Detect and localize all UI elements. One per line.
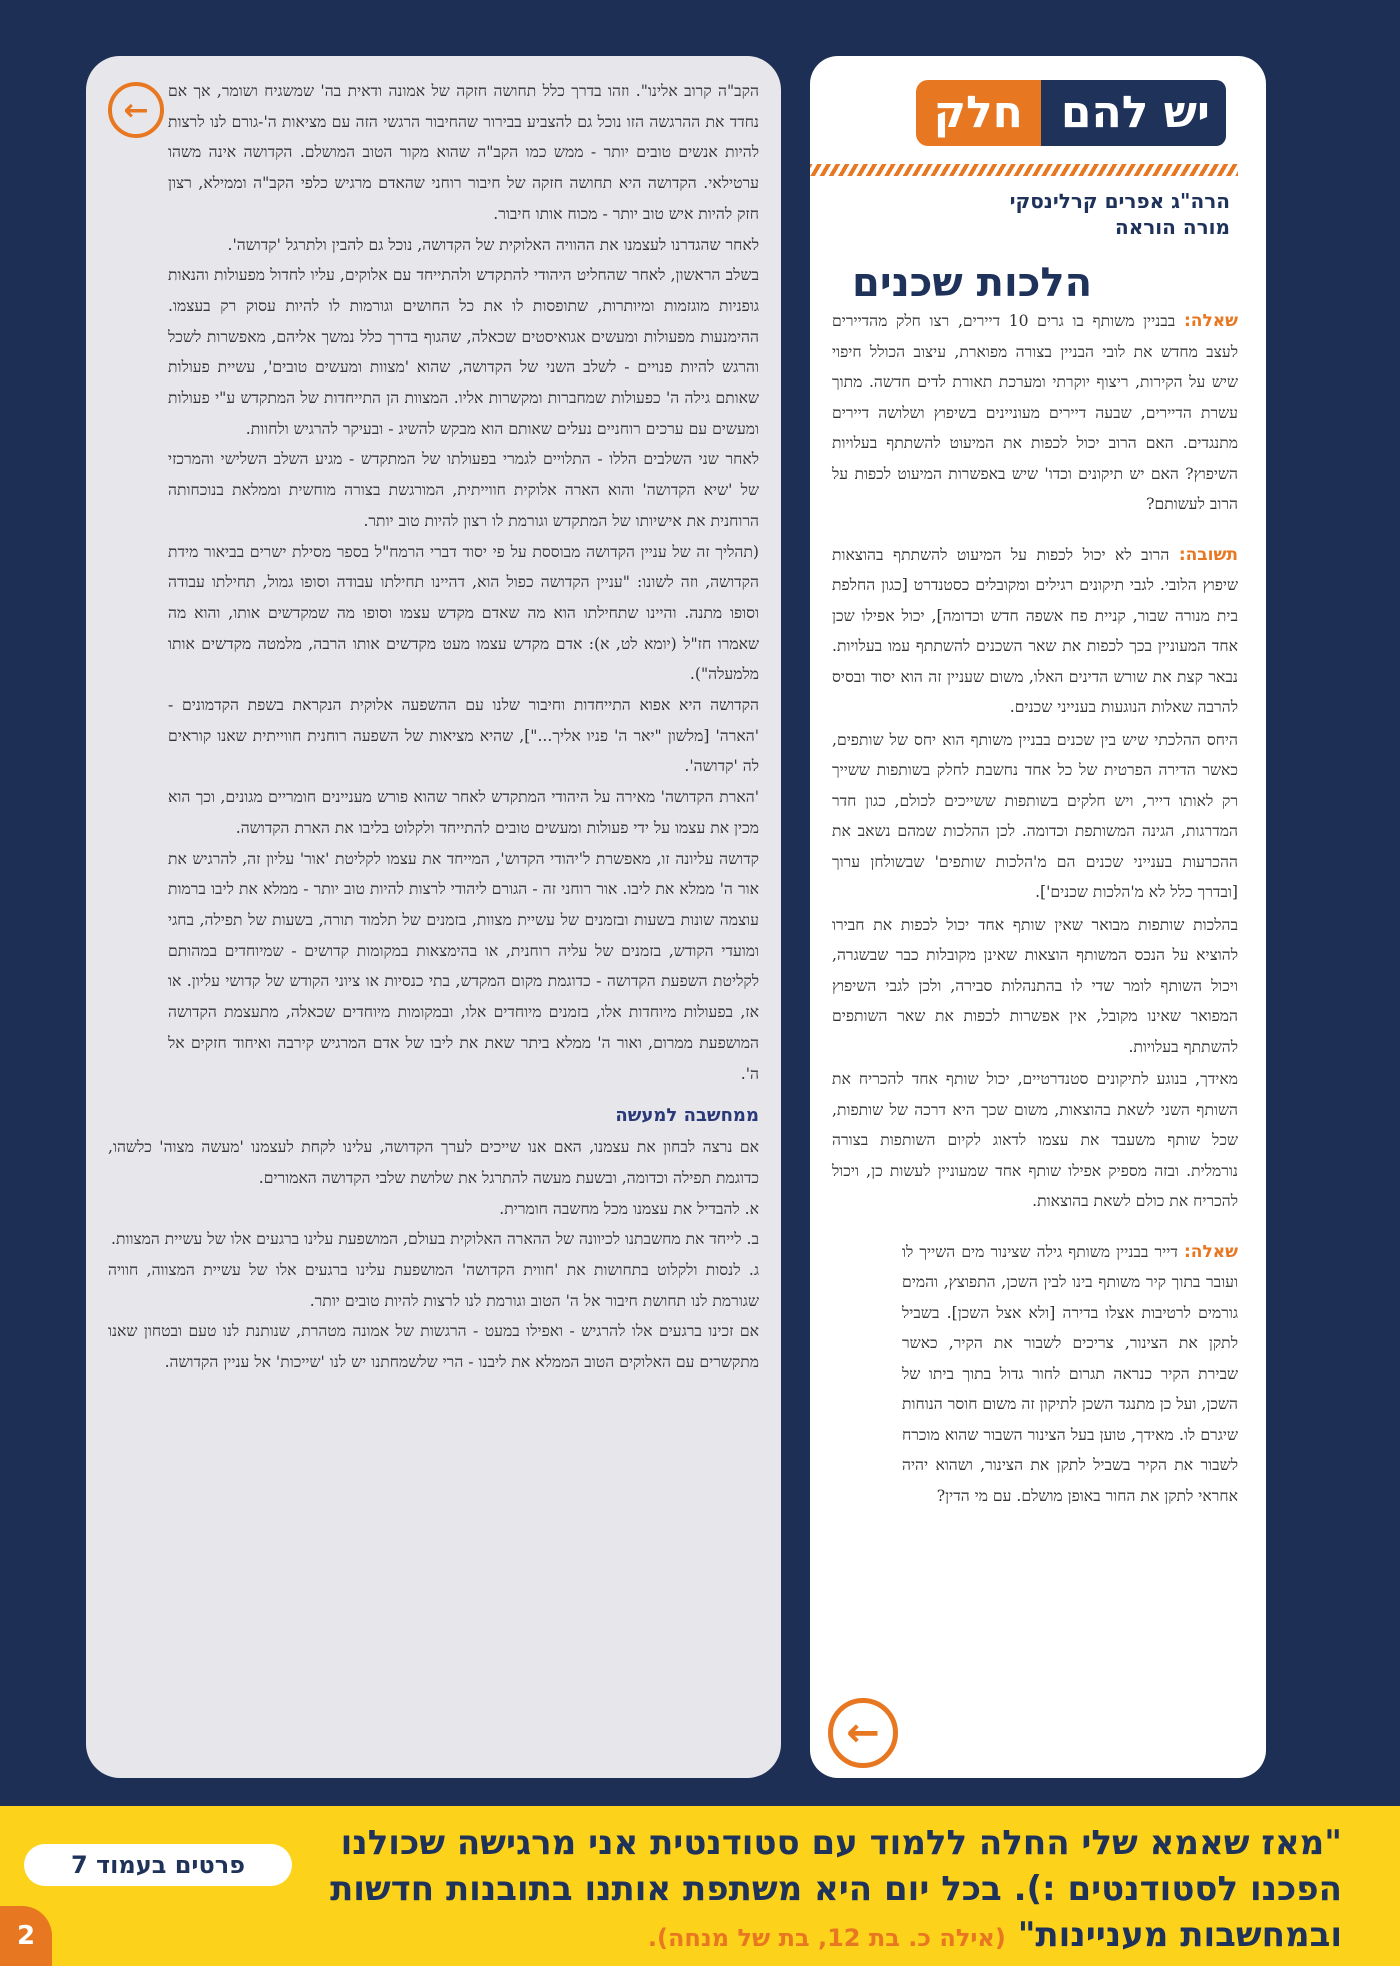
question-label: שאלה: — [1183, 1241, 1238, 1262]
paragraph: (תהליך זה של עניין הקדושה מבוססת על פי יסוד דברי הרמח"ל בספר מסילת ישרים בביאור מידת הקדושה, וזה לשונו: "עניין הקדושה כפול הוא, דהיינו תחילתו עבודה וסופו גמול, תחילתו עבודה וסופו מתנה. והיינו שתחילתו הוא מה שאדם מקדש עצמו וסופו מה שמקדשים אותו, והוא מה שאמרו חז"ל (יומא לט, א): אדם מקדש עצמו מעט מקדשים אותו הרבה, מלמטה מקדשים אותו מלמעלה"). — [168, 542, 759, 684]
answer-label: תשובה: — [1178, 544, 1238, 565]
step-item: אם נרצה לבחון את עצמנו, האם אנו שייכים לערך הקדושה, עלינו לקחת לעצמנו 'מעשה מצוה' כלשהו, כדוגמת תפילה וכדומה, ובשעת מעשה להתרגל את שלושת שלבי הקדושה האמורים. — [108, 1138, 759, 1187]
article-body — [108, 76, 759, 1089]
stripe-divider — [810, 164, 1238, 176]
answer-paragraph: מאידך, בנוגע לתיקונים סטנדרטיים, יכול שותף אחד להכריח את השותף השני לשאת בהוצאות, משום שכך היא דרכה של שותפות, שכל שותף משעבד את עצמו לדאוג לקיום השותפות בצורה נורמלית. ובזה מספיק אפילו שותף אחד שמעוניין לעשות כן, ויכול להכריח את כולם לשאת בהוצאות. — [832, 1070, 1238, 1210]
question-label: שאלה: — [1183, 311, 1238, 331]
answer-text: הרוב לא יכול לכפות על המיעוט להשתתף בהוצאות שיפוץ הלובי. לגבי תיקונים רגילים ומקובלים כסטנדרט [כגון החלפת בית מנורה שבור, קניית פח אשפה חדש וכדומה], יכול אפילו שכן אחד המעוניין בכך לכפות את שאר השכנים להשתתף עמו בעלויות. נבאר קצת את שורש הדינים האלו, משום שעניין זה הוא יסוד ובסיס להרבה שאלות הנוגעות בענייני שכנים. — [832, 545, 1238, 716]
practice-steps — [108, 1132, 759, 1378]
page-number: 2 — [0, 1906, 52, 1966]
step-item: ב. לייחד את מחשבתנו לכיוונה של ההארה האלוקית בעולם, המושפעת עלינו ברגעים אלו של עשיית המצוות. — [111, 1230, 759, 1249]
brand-logo — [832, 80, 1226, 146]
author-name: הרה"ג אפרים קרלינסקי — [1009, 189, 1230, 213]
paragraph: לאחר שני השלבים הללו - התלויים לגמרי בפעולתו של המתקדש - מגיע השלב השלישי והמרכזי של 'שיא הקדושה' והוא הארה אלוקית חווייתית, המורגשת בצורה מוחשית וממלאת בנוכחותה הרוחנית את אישיותו של המתקדש וגורמת לו רצון להיות טוב יותר. — [168, 450, 759, 530]
article-continuation-panel — [86, 56, 781, 1778]
corner-shape — [0, 0, 78, 262]
question-block — [832, 306, 1238, 520]
step-item: ג. לנסות ולקלוט בתחושות את 'חווית הקדושה' המושפעת עלינו ברגעים אלו של עשיית המצווה, חוויה שגורמת לנו תחושת חיבור אל ה' הטוב וגורמת לנו לרצות להיות טובים יותר. — [108, 1261, 759, 1310]
step-item: א. להבדיל את עצמנו מכל מחשבה חומרית. — [499, 1199, 759, 1218]
paragraph: 'הארת הקדושה' מאירה על היהודי המתקדש לאחר שהוא פורש מעניינים חומריים מגונים, וכך הוא מכין את עצמו על ידי פעולות ומעשים טובים להתייחד ולקלוט בליבו את הארת הקדושה. — [168, 788, 759, 837]
paragraph: בשלב הראשון, לאחר שהחליט היהודי להתקדש ולהתייחד עם אלוקים, עליו לחדול מפעולות והנאות גופניות מוגזמות ומיותרות, שתופסות לו את כל החושים וגורמות לו להיות עסוק רק בעצמו. ההימנעות מפעולות ומעשים אגואיסטים שכאלה, שהגוף בדרך כלל נמשך אליהם, מאפשרות לשכל והרגש להיות פנויים - לשלב השני של הקדושה, שהוא 'מצוות ומעשים טובים', עשיית פעולות שאותם גילה ה' כפעולות שמחברות ומקשרות אליו. המצוות הן התייחדות של המתקדש ע"י פעולות ומעשים עם ערכים רוחניים נעלים שאותם הוא מבקש להשיג - ובעיקר להרגיש ולחוות. — [168, 266, 759, 438]
halacha-column — [810, 56, 1266, 1778]
arrow-left-icon[interactable]: ← — [828, 1698, 898, 1768]
brand-dark: יש להם — [1041, 80, 1226, 146]
brand-orange: חלק — [916, 80, 1041, 146]
answer-paragraph: היחס ההלכתי שיש בין שכנים בבניין משותף הוא יחס של שותפים, כאשר הדירה הפרטית של כל אחד נחשבת לחלק בשותפות ששייך רק לאותו דייר, ויש חלקים בשותפות ששייכים לכולם, כגון חדר המדרגות, הגינה המשותפת וכדומה. לכן ההלכות שמהם נשאב את ההכרעות בענייני שכנים הם מ'הלכות שותפים' שבשולחן ערוך [ובדרך כלל לא מ'הלכות שכנים']. — [832, 730, 1238, 901]
step-item: אם זכינו ברגעים אלו להרגיש - ואפילו במעט - הרגשות של אמונה מטהרת, שנותנת לנו טעם ובטחון שאנו מתקשרים עם האלוקים הטוב הממלא את ליבנו - הרי שלשמחתנו יש לנו 'שייכות' אל עניין הקדושה. — [108, 1322, 759, 1372]
question-block-2 — [832, 1237, 1238, 1512]
paragraph: הקדושה היא אפוא התייחדות וחיבור שלנו עם ההשפעה אלוקית הנקראת בשפת הקדמונים - 'הארה' [מלשון "יאר ה' פניו אליך..."], שהיא מציאות של השפעה רוחנית חווייתית שאנו קוראים לה 'קדושה'. — [168, 696, 759, 776]
testimonial-quote — [302, 1820, 1342, 1961]
question-text: בבניין משותף בו גרים 10 דיירים, רצו חלק מהדיירים לעצב מחדש את לובי הבניין בצורה מפוארת, עיצוב הכולל חיפוי שיש על הקירות, ריצוף יוקרתי ומערכת תאורת לדים חדשה. מתוך עשרת הדיירים, שבעה דיירים מעוניינים בשיפוץ ושלושה דיירים מתנגדים. האם הרוב יכול לכפות את המיעוט להשתתף בעלויות השיפוץ? האם יש תיקונים וכדו' שיש באפשרות המיעוט לכפות על הרוב לעשותם? — [832, 312, 1238, 513]
question-text: דייר בבניין משותף גילה שצינור מים השייך לו ועובר בתוך קיר משותף בינו לבין השכן, התפוצץ, והמים גורמים לרטיבות אצלו בדירה [ולא אצל השכן]. בשביל לתקן את הצינור, צריכים לשבור את הקיר, כאשר שבירת הקיר כנראה תגרום לחור גדול בתוך ביתו של השכן, ועל כן מתנגד השכן לתיקון זה משום חוסר הנוחות שיגרם לו. מאידך, טוען בעל הצינור השבור שהוא מוכרח לשבור את הקיר בשביל לתקן את הצינור, ושהוא יהיה אחראי לתקן את החור באופן מושלם. עם מי הדין? — [902, 1242, 1238, 1505]
section-heading: ממחשבה למעשה — [615, 1105, 759, 1127]
answer-paragraph: בהלכות שותפות מבואר שאין שותף אחד יכול לכפות את חבירו להוציא על הנכס המשותף הוצאות שאינן מקובלות כבר שבשגרה, ויכול השותף לומר שדי לו בהתנהלות סבירה, ולכן לגבי השיפוץ המפואר שאינו מקובל, אין אפשרות לכפות את שאר השותפים להשתתף בעלויות. — [832, 915, 1238, 1056]
quote-text: "מאז שאמא שלי החלה ללמוד עם סטודנטית אני מרגישה שכולנו הפכנו לסטודנטים :). בכל יום היא משתפת אותנו בתובנות חדשות ובמחשבות מעניינות" — [330, 1823, 1342, 1955]
paragraph: לאחר שהגדרנו לעצמנו את ההוויה האלוקית של הקדושה, נוכל גם להבין ולתרגל 'קדושה'. — [227, 235, 759, 254]
paragraph: קדושה עליונה זו, מאפשרת ל'יהודי הקדוש', המייחד את עצמו לקליטת 'אור' עליון זה, להרגיש את אור ה' ממלא את ליבו. אור רוחני זה - הגורם ליהודי לרצות להיות טוב יותר - ממלא את ליבו ברמות עוצמה שונות בשעות ובזמנים של עשיית מצוות, בזמנים של תלמוד תורה, בשעות של תפילה, בחגי ומועדי הקודש, בזמנים של עליה רוחנית, או בהימצאות במקומות קדושים - שמיוחדים במהותם לקליטת השפעת הקדושה - כדוגמת מקום המקדש, בתי כנסיות או ציוני הקודש של קדושי עליון. או אז, בפעולות מיוחדות אלו, בזמנים מיוחדים אלו, ובמקומות מיוחדים שכאלה, מתעצמת הקדושה המושפעת ממרום, ואור ה' ממלא ביתר שאת את ליבו של אדם המרגיש קירבה ואיחוד חזקים אל ה'. — [168, 849, 759, 1083]
column-title: הלכות שכנים — [852, 260, 1093, 306]
author-block — [832, 188, 1238, 240]
details-button[interactable]: פרטים בעמוד 7 — [24, 1844, 292, 1886]
answer-block — [832, 540, 1238, 1217]
author-role: מורה הוראה — [1114, 215, 1230, 239]
arrow-left-icon[interactable]: ← — [108, 82, 164, 138]
testimonial-banner — [0, 1806, 1400, 1966]
paragraph: הקב"ה קרוב אלינו". וזהו בדרך כלל תחושה חזקה של אמונה ודאית בה' שמשגיח ושומר, אך אם נחדד את ההרגשה הזו נוכל גם להצביע בבירור שהחיבור הרגשי הזה עם מציאות ה'-גורם לנו לרצות להיות אנשים טובים יותר - ממש כמו הקב"ה שהוא מקור הטוב המושלם. הקדושה אינה משהו ערטילאי. הקדושה היא תחושה חזקה של חיבור רוחני שהאדם מרגיש כלפי הקב"ה וממילא, רצון חזק להיות איש טוב יותר - מכוח אותו חיבור. — [168, 82, 760, 223]
quote-signature: (אילה כ. בת 12, בת של מנחה). — [647, 1924, 1006, 1952]
